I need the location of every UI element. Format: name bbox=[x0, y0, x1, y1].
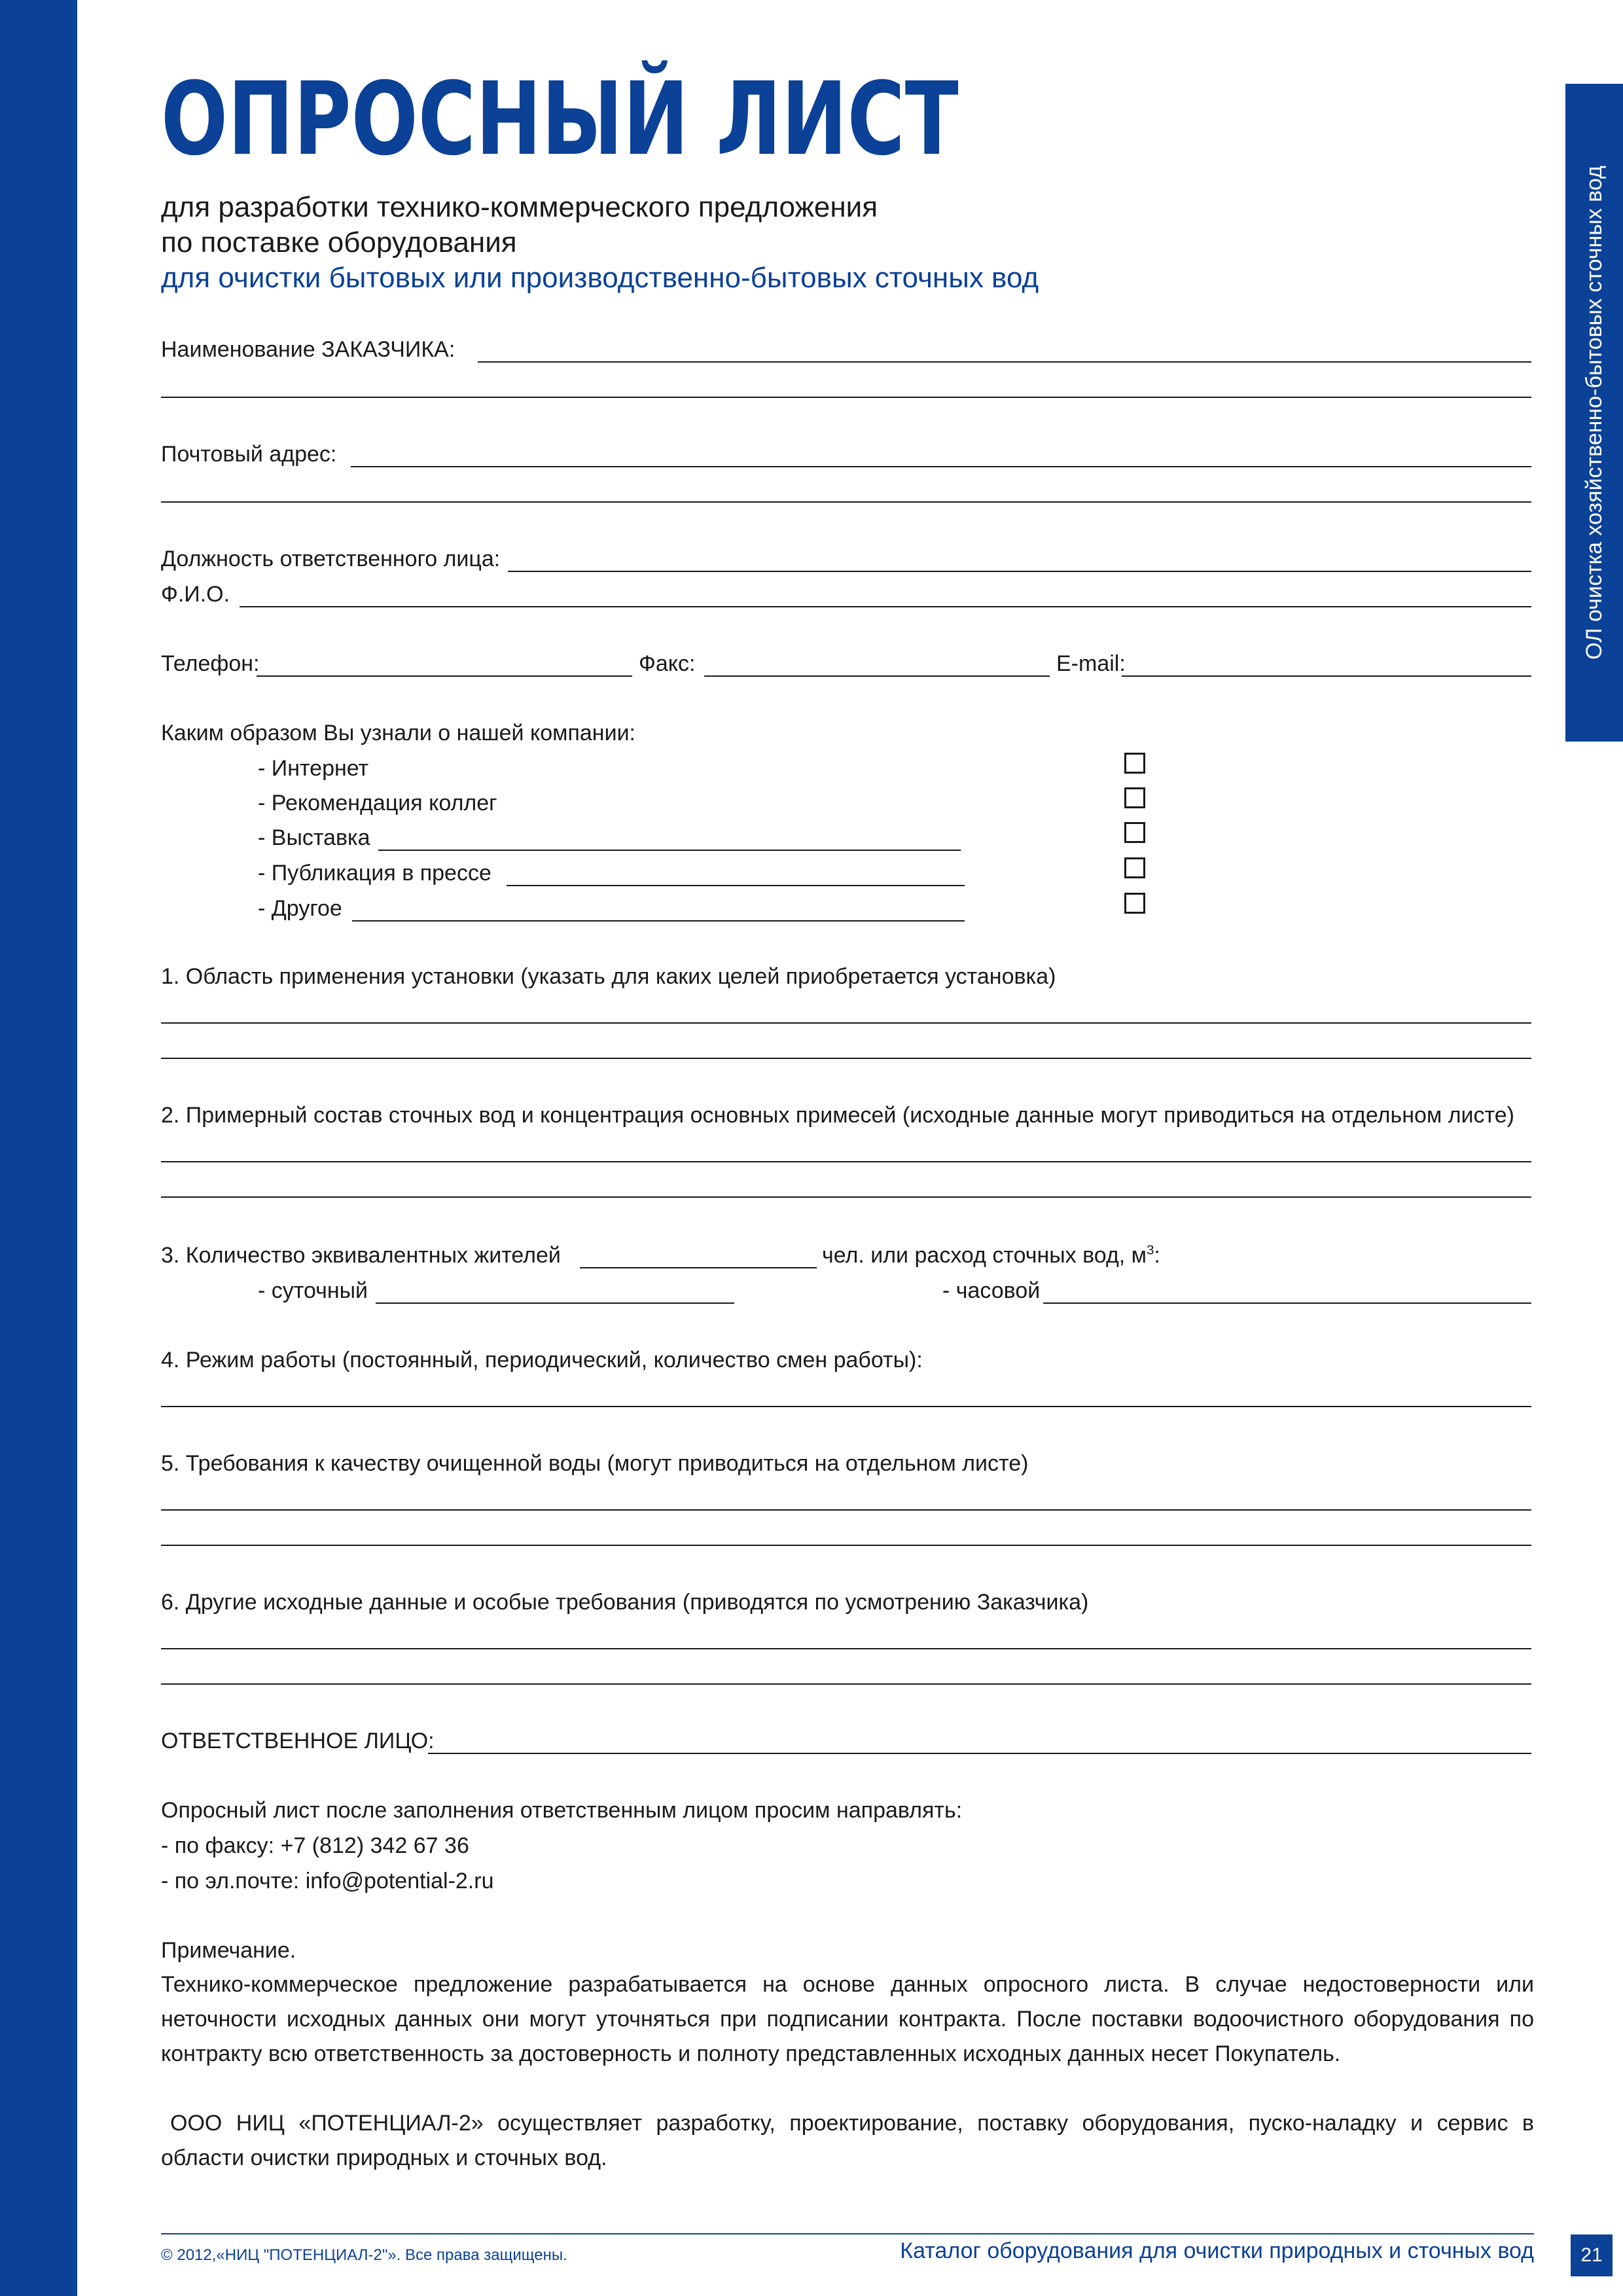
address-input-line-2[interactable] bbox=[161, 501, 1531, 503]
company-text: ООО НИЦ «ПОТЕНЦИАЛ-2» осуществляет разработку, проектирование, поставку оборудования, пуско-наладку и сервис в области очистки природных и сточных вод. bbox=[161, 2111, 1534, 2170]
fio-label: Ф.И.О. bbox=[161, 582, 230, 607]
side-tab bbox=[1565, 84, 1623, 742]
question-3-part-2 bbox=[822, 1242, 1160, 1269]
source-option-exhibition: - Выставка bbox=[258, 825, 370, 850]
send-email: - по эл.почте: info@potential-2.ru bbox=[161, 1869, 494, 1893]
q5-input-line-1[interactable] bbox=[161, 1509, 1531, 1511]
footer-divider bbox=[161, 2233, 1534, 2234]
subtitle-line-3: для очистки бытовых или производственно-бытовых сточных вод bbox=[161, 262, 1039, 294]
q1-input-line-2[interactable] bbox=[161, 1058, 1531, 1059]
send-fax: - по факсу: +7 (812) 342 67 36 bbox=[161, 1833, 469, 1858]
q6-input-line-2[interactable] bbox=[161, 1683, 1531, 1685]
exhibition-input-line[interactable] bbox=[378, 850, 961, 851]
question-5: 5. Требования к качеству очищенной воды (могут приводиться на отдельном листе) bbox=[161, 1451, 1029, 1476]
email-label: E-mail: bbox=[1056, 651, 1126, 676]
question-1: 1. Область применения установки (указать для каких целей приобретается установка) bbox=[161, 964, 1056, 989]
q2-input-line-1[interactable] bbox=[161, 1161, 1531, 1162]
fio-input-line[interactable] bbox=[240, 606, 1531, 607]
left-brand-bar bbox=[0, 0, 77, 2296]
checkbox-exhibition[interactable] bbox=[1124, 822, 1145, 843]
question-4: 4. Режим работы (постоянный, периодический, количество смен работы): bbox=[161, 1348, 923, 1372]
address-label: Почтовый адрес: bbox=[161, 442, 337, 467]
fax-input-line[interactable] bbox=[704, 675, 1050, 677]
responsible-input-line[interactable] bbox=[428, 1753, 1531, 1754]
customer-input-line[interactable] bbox=[478, 361, 1531, 363]
q3-unit-text: чел. или расход сточных вод, м bbox=[822, 1243, 1147, 1268]
q3-unit-superscript: 3 bbox=[1147, 1243, 1154, 1258]
email-input-line[interactable] bbox=[1122, 675, 1531, 677]
note-label: Примечание. bbox=[161, 1938, 296, 1963]
page-number: 21 bbox=[1571, 2234, 1613, 2276]
send-intro: Опросный лист после заполнения ответственным лицом просим направлять: bbox=[161, 1798, 963, 1823]
customer-label: Наименование ЗАКАЗЧИКА: bbox=[161, 337, 455, 362]
source-option-press: - Публикация в прессе bbox=[258, 861, 491, 886]
q3-colon: : bbox=[1154, 1243, 1160, 1268]
q3-daily-input-line[interactable] bbox=[376, 1302, 734, 1304]
address-input-line[interactable] bbox=[351, 466, 1531, 467]
source-option-colleagues: - Рекомендация коллег bbox=[258, 791, 497, 816]
press-input-line[interactable] bbox=[507, 885, 965, 886]
checkbox-press[interactable] bbox=[1124, 857, 1145, 878]
source-option-internet: - Интернет bbox=[258, 756, 369, 781]
footer-copyright: © 2012,«НИЦ "ПОТЕНЦИАЛ-2"». Все права защищены. bbox=[161, 2246, 567, 2264]
subtitle-line-1: для разработки технико-коммерческого предложения bbox=[161, 191, 878, 223]
customer-input-line-2[interactable] bbox=[161, 397, 1531, 398]
question-6: 6. Другие исходные данные и особые требования (приводятся по усмотрению Заказчика) bbox=[161, 1590, 1089, 1615]
q3-residents-input-line[interactable] bbox=[580, 1267, 817, 1268]
question-3-part-1: 3. Количество эквивалентных жителей bbox=[161, 1243, 561, 1268]
fax-label: Факс: bbox=[639, 651, 696, 676]
phone-input-line[interactable] bbox=[257, 675, 632, 677]
position-input-line[interactable] bbox=[508, 571, 1531, 572]
q6-input-line-1[interactable] bbox=[161, 1648, 1531, 1649]
note-text: Технико-коммерческое предложение разрабатывается на основе данных опросного листа. В случае недостоверности или неточности исходных данных они могут уточняться при подписании контракта. После поставки водоочистного оборудования по контракту всю ответственность за достоверность и полноту представленных исходных данных несет Покупатель. bbox=[161, 1972, 1534, 2066]
checkbox-other[interactable] bbox=[1124, 893, 1145, 914]
q1-input-line-1[interactable] bbox=[161, 1022, 1531, 1024]
q3-daily-label: - суточный bbox=[258, 1278, 368, 1303]
q5-input-line-2[interactable] bbox=[161, 1545, 1531, 1546]
question-2: 2. Примерный состав сточных вод и концентрация основных примесей (исходные данные могут приводиться на отдельном листе) bbox=[161, 1103, 1514, 1128]
responsible-label: ОТВЕТСТВЕННОЕ ЛИЦО: bbox=[161, 1729, 435, 1753]
phone-label: Телефон: bbox=[161, 651, 260, 676]
checkbox-internet[interactable] bbox=[1124, 753, 1145, 774]
source-option-other: - Другое bbox=[258, 896, 342, 921]
source-question: Каким образом Вы узнали о нашей компании: bbox=[161, 721, 636, 745]
checkbox-colleagues[interactable] bbox=[1124, 787, 1145, 808]
q4-input-line[interactable] bbox=[161, 1406, 1531, 1407]
q3-hourly-label: - часовой bbox=[942, 1278, 1041, 1303]
footer-catalog-title: Каталог оборудования для очистки природных и сточных вод bbox=[900, 2238, 1534, 2263]
page-title: ОПРОСНЫЙ ЛИСТ bbox=[161, 61, 959, 178]
position-label: Должность ответственного лица: bbox=[161, 547, 501, 571]
side-tab-label: ОЛ очистка хозяйственно-бытовых сточных вод bbox=[1582, 166, 1607, 660]
subtitle-line-2: по поставке оборудования bbox=[161, 226, 517, 259]
other-input-line[interactable] bbox=[352, 920, 965, 922]
q2-input-line-2[interactable] bbox=[161, 1196, 1531, 1198]
q3-hourly-input-line[interactable] bbox=[1043, 1302, 1531, 1304]
